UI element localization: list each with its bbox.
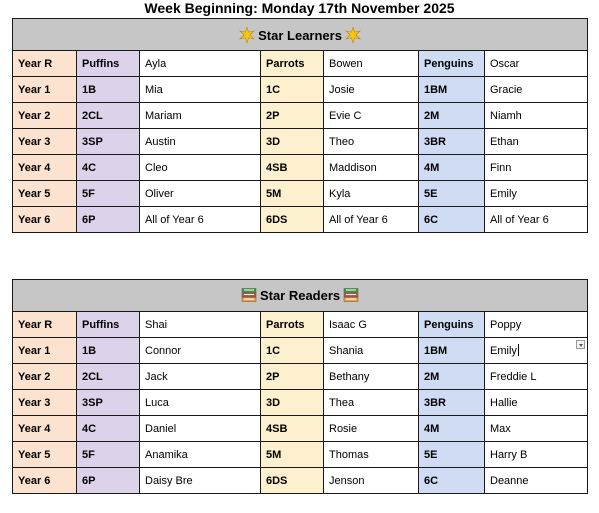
pupil-cell[interactable]: All of Year 6 xyxy=(485,207,588,233)
pupil-cell[interactable]: Niamh xyxy=(485,103,588,129)
table-title: Star Learners xyxy=(258,27,342,43)
pupil-cell[interactable]: Mia xyxy=(140,77,261,103)
class-cell[interactable]: 5E xyxy=(419,442,485,468)
class-cell[interactable]: 6C xyxy=(419,468,485,494)
pupil-cell[interactable]: Thomas xyxy=(324,442,419,468)
pupil-cell[interactable]: Bethany xyxy=(324,364,419,390)
year-cell[interactable]: Year 2 xyxy=(13,364,77,390)
class-cell[interactable]: Puffins xyxy=(77,312,140,338)
pupil-cell[interactable]: Cleo xyxy=(140,155,261,181)
pupil-cell[interactable]: Emily xyxy=(485,181,588,207)
class-cell[interactable]: 4C xyxy=(77,155,140,181)
sparkle-icon xyxy=(345,27,361,43)
class-cell[interactable]: 2CL xyxy=(77,103,140,129)
class-cell[interactable]: 3SP xyxy=(77,390,140,416)
pupil-cell[interactable]: Poppy xyxy=(485,312,588,338)
class-cell[interactable]: 5F xyxy=(77,181,140,207)
class-cell[interactable]: 5E xyxy=(419,181,485,207)
page-title: Week Beginning: Monday 17th November 2025 xyxy=(144,0,455,16)
class-cell[interactable]: 6DS xyxy=(261,207,324,233)
class-cell[interactable]: 4M xyxy=(419,155,485,181)
pupil-cell[interactable]: Jack xyxy=(140,364,261,390)
pupil-cell[interactable]: Austin xyxy=(140,129,261,155)
pupil-cell[interactable]: Finn xyxy=(485,155,588,181)
year-cell[interactable]: Year 3 xyxy=(13,390,77,416)
class-cell[interactable]: Penguins xyxy=(419,51,485,77)
pupil-cell[interactable]: Harry B xyxy=(485,442,588,468)
table-row xyxy=(13,468,588,494)
class-cell[interactable]: 4SB xyxy=(261,416,324,442)
year-cell[interactable]: Year 6 xyxy=(13,468,77,494)
pupil-cell[interactable]: Shai xyxy=(140,312,261,338)
books-icon xyxy=(343,288,359,302)
table-row xyxy=(13,129,588,155)
year-cell[interactable]: Year R xyxy=(13,51,77,77)
text-cursor xyxy=(518,344,519,356)
table-row xyxy=(13,364,588,390)
pupil-cell[interactable]: Theo xyxy=(324,129,419,155)
class-cell[interactable]: 6C xyxy=(419,207,485,233)
class-cell[interactable]: 4SB xyxy=(261,155,324,181)
year-cell[interactable]: Year R xyxy=(13,312,77,338)
pupil-cell[interactable]: Shania xyxy=(324,338,419,364)
table-row xyxy=(13,416,588,442)
table-row xyxy=(13,51,588,77)
year-cell[interactable]: Year 3 xyxy=(13,129,77,155)
pupil-cell[interactable]: Isaac G xyxy=(324,312,419,338)
class-cell[interactable]: 2M xyxy=(419,364,485,390)
class-cell[interactable]: 1B xyxy=(77,77,140,103)
class-cell[interactable]: 1BM xyxy=(419,338,485,364)
class-cell[interactable]: Puffins xyxy=(77,51,140,77)
table-row xyxy=(13,390,588,416)
class-cell[interactable]: 2CL xyxy=(77,364,140,390)
books-icon xyxy=(241,288,257,302)
table-row xyxy=(13,442,588,468)
pupil-cell[interactable]: Maddison xyxy=(324,155,419,181)
year-cell[interactable]: Year 5 xyxy=(13,181,77,207)
pupil-cell[interactable]: Gracie xyxy=(485,77,588,103)
pupil-cell-active[interactable] xyxy=(485,338,588,364)
pupil-cell-text: Emily xyxy=(490,345,517,357)
pupil-cell[interactable]: Deanne xyxy=(485,468,588,494)
pupil-cell[interactable]: Bowen xyxy=(324,51,419,77)
class-cell[interactable]: 3D xyxy=(261,390,324,416)
pupil-cell[interactable]: Daisy Bre xyxy=(140,468,261,494)
class-cell[interactable]: 1BM xyxy=(419,77,485,103)
class-cell[interactable]: 4M xyxy=(419,416,485,442)
pupil-cell[interactable]: All of Year 6 xyxy=(324,207,419,233)
class-cell[interactable]: 5F xyxy=(77,442,140,468)
pupil-cell[interactable]: Freddie L xyxy=(485,364,588,390)
class-cell[interactable]: 2P xyxy=(261,103,324,129)
pupil-cell[interactable]: Evie C xyxy=(324,103,419,129)
pupil-cell[interactable]: Thea xyxy=(324,390,419,416)
pupil-cell[interactable]: Mariam xyxy=(140,103,261,129)
year-cell[interactable]: Year 2 xyxy=(13,103,77,129)
class-cell[interactable]: 2P xyxy=(261,364,324,390)
class-cell[interactable]: Penguins xyxy=(419,312,485,338)
table-row xyxy=(13,103,588,129)
table-row xyxy=(13,338,588,364)
table-row xyxy=(13,207,588,233)
star-learners-table xyxy=(12,18,588,233)
pupil-cell[interactable]: Max xyxy=(485,416,588,442)
year-cell[interactable]: Year 6 xyxy=(13,207,77,233)
dropdown-arrow-icon[interactable] xyxy=(576,340,585,349)
table-row xyxy=(13,77,588,103)
pupil-cell[interactable]: Anamika xyxy=(140,442,261,468)
year-cell[interactable]: Year 1 xyxy=(13,77,77,103)
pupil-cell[interactable]: Connor xyxy=(140,338,261,364)
year-cell[interactable]: Year 4 xyxy=(13,416,77,442)
pupil-cell[interactable]: Jenson xyxy=(324,468,419,494)
class-cell[interactable]: 1B xyxy=(77,338,140,364)
class-cell[interactable]: 3D xyxy=(261,129,324,155)
class-cell[interactable]: 6DS xyxy=(261,468,324,494)
class-cell[interactable]: 1C xyxy=(261,77,324,103)
pupil-cell[interactable]: Rosie xyxy=(324,416,419,442)
class-cell[interactable]: 3SP xyxy=(77,129,140,155)
table-row xyxy=(13,181,588,207)
pupil-cell[interactable]: Oscar xyxy=(485,51,588,77)
class-cell[interactable]: Parrots xyxy=(261,51,324,77)
pupil-cell[interactable]: Daniel xyxy=(140,416,261,442)
table-row xyxy=(13,155,588,181)
pupil-cell[interactable]: Josie xyxy=(324,77,419,103)
pupil-cell[interactable]: Ayla xyxy=(140,51,261,77)
table-title: Star Readers xyxy=(259,288,341,303)
pupil-cell[interactable]: Luca xyxy=(140,390,261,416)
pupil-cell[interactable]: Kyla xyxy=(324,181,419,207)
table-row xyxy=(13,312,588,338)
class-cell[interactable]: 5M xyxy=(261,181,324,207)
class-cell[interactable]: 2M xyxy=(419,103,485,129)
class-cell[interactable]: Parrots xyxy=(261,312,324,338)
year-cell[interactable]: Year 4 xyxy=(13,155,77,181)
table-header xyxy=(13,19,588,51)
class-cell[interactable]: 4C xyxy=(77,416,140,442)
pupil-cell[interactable]: Hallie xyxy=(485,390,588,416)
class-cell[interactable]: 6P xyxy=(77,207,140,233)
pupil-cell[interactable]: Ethan xyxy=(485,129,588,155)
pupil-cell[interactable]: All of Year 6 xyxy=(140,207,261,233)
star-readers-table xyxy=(12,279,588,494)
year-cell[interactable]: Year 1 xyxy=(13,338,77,364)
class-cell[interactable]: 5M xyxy=(261,442,324,468)
class-cell[interactable]: 1C xyxy=(261,338,324,364)
class-cell[interactable]: 6P xyxy=(77,468,140,494)
class-cell[interactable]: 3BR xyxy=(419,129,485,155)
table-header xyxy=(13,280,588,312)
class-cell[interactable]: 3BR xyxy=(419,390,485,416)
pupil-cell[interactable]: Oliver xyxy=(140,181,261,207)
year-cell[interactable]: Year 5 xyxy=(13,442,77,468)
sparkle-icon xyxy=(239,27,255,43)
